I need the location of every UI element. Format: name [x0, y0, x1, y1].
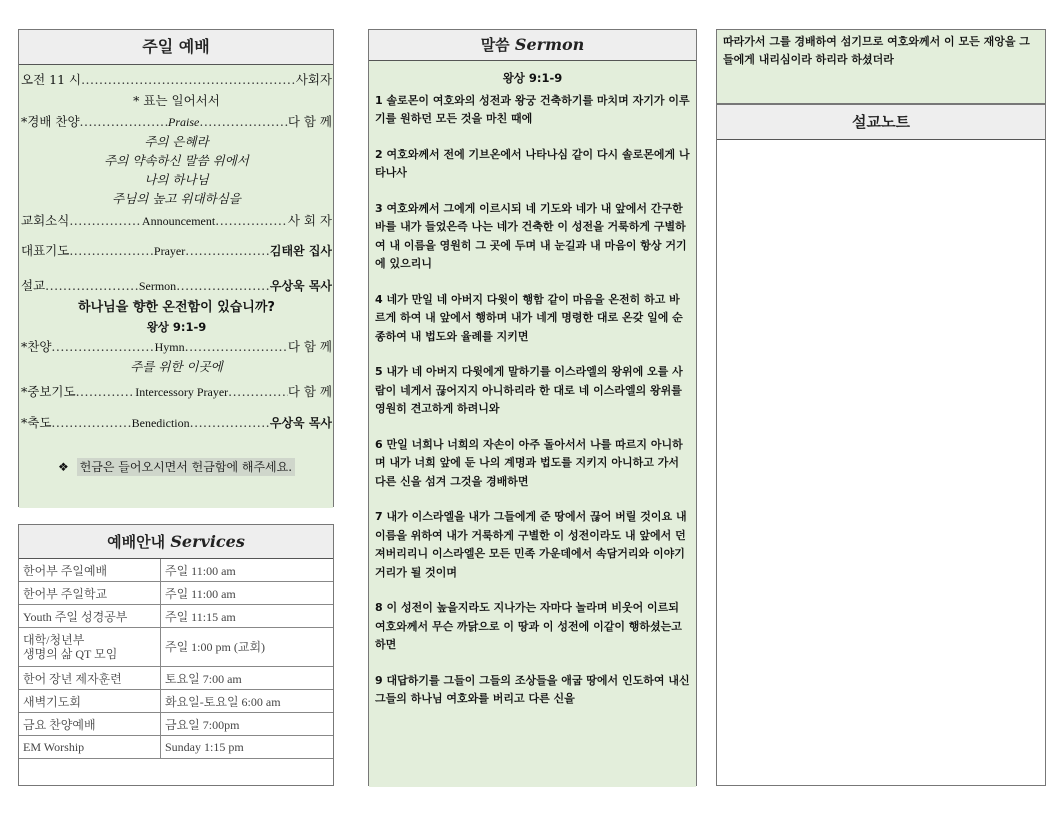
service-name: 한어부 주일학교 [19, 582, 161, 605]
scripture-continued: 따라가서 그를 경배하여 섬기므로 여호와께서 이 모든 재앙을 그들에게 내리심이라 하리라 하셨더라 [716, 29, 1046, 104]
scripture-reference: 왕상 9:1-9 [502, 71, 563, 85]
hymn-line [21, 336, 332, 357]
stand-note: * 표는 일어서서 [133, 93, 220, 108]
worship-order-body [19, 65, 333, 508]
service-row [19, 605, 333, 628]
services-panel [18, 524, 334, 786]
service-name: 대학/청년부 생명의 삶 QT 모임 [19, 628, 161, 667]
verse: 2 여호와께서 전에 기브온에서 나타나심 같이 다시 솔로몬에게 나타나사 [375, 147, 690, 179]
verse: 7 내가 이스라엘을 내가 그들에게 준 땅에서 끊어 버릴 것이요 내 이름을 위하여 내가 거룩하게 구별한 이 성전이라도 내 앞에서 던져버리리니 이스라엘은 모든 민족 가운데에서 속담거리와 이야기거리가 될 것이며 [375, 510, 687, 579]
prayer-leader: 김태완 집사 [269, 244, 332, 258]
services-title [19, 525, 333, 559]
sermon-title: 하나님을 향한 온전함이 있습니까? [78, 300, 275, 315]
service-row [19, 582, 333, 605]
verse: 3 여호와께서 그에게 이르시되 네 기도와 네가 내 앞에서 간구한 바를 내가 들었은즉 나는 네가 건축한 이 성전을 거룩하게 구별하여 내 이름을 영원히 그 곳에 두며 내 눈길과 내 마음이 항상 거기에 있으리니 [375, 201, 687, 270]
sermon-panel [368, 29, 697, 786]
offering-note [21, 458, 332, 475]
service-time-label: 오전 11 시 [21, 72, 82, 87]
verse: 9 대답하기를 그들이 그들의 조상들을 애굽 땅에서 인도하여 내신 그들의 하나님 여호와를 버리고 다른 신을 [375, 673, 690, 705]
benediction-mid: Benediction [131, 416, 190, 430]
worship-order-panel [18, 29, 334, 507]
sermon-header-ko: 말씀 [480, 36, 510, 54]
prayer-label: 대표기도 [21, 243, 70, 258]
hymn-song: 주를 위한 이곳에 [130, 359, 223, 374]
sermon-header-en: Sermon [514, 35, 585, 54]
verse: 4 네가 만일 네 아버지 다윗이 행함 같이 마음을 온전히 하고 바르게 하여 내 앞에서 행하며 내가 네게 명령한 대로 온갖 일에 순종하여 내 법도와 율례를 지키면 [375, 292, 683, 343]
service-name: 한어 장년 제자훈련 [19, 667, 161, 690]
announcement-label: 교회소식 [21, 213, 70, 228]
sermon-reference: 왕상 9:1-9 [146, 320, 207, 334]
verse: 6 만일 너희나 너희의 자손이 아주 돌아서서 나를 따르지 아니하며 내가 너희 앞에 둔 나의 계명과 법도를 지키지 아니하고 가서 다른 신을 섬겨 그것을 경배하면 [375, 437, 683, 488]
sermon-preacher: 우상욱 목사 [269, 279, 332, 293]
intercession-leader: 다 함 께 [287, 384, 332, 399]
praise-label: *경배 찬양 [21, 114, 80, 129]
verse: 5 내가 네 아버지 다윗에게 말하기를 이스라엘의 왕위에 오를 사람이 네게서 끊어지지 아니하리라 한 대로 네 이스라엘의 왕위를 영원히 견고하게 하려니와 [375, 365, 683, 415]
service-time: 토요일 7:00 am [161, 667, 334, 690]
praise-song-2: 주의 약속하신 말씀 위에서 [104, 153, 249, 168]
service-name: Youth 주일 성경공부 [19, 605, 161, 628]
service-time: 주일 11:00 am [161, 582, 334, 605]
sermon-header [369, 30, 696, 61]
sermon-mid: Sermon [138, 279, 177, 293]
verse: 1 솔로몬이 여호와의 성전과 왕궁 건축하기를 마치며 자기가 이루기를 원하던 모든 것을 마친 때에 [375, 93, 690, 125]
praise-leader: 다 함 께 [287, 114, 332, 129]
praise-line [21, 111, 332, 132]
hymn-mid: Hymn [154, 340, 185, 354]
benediction-line [21, 408, 332, 438]
service-time: 주일 11:00 am [161, 559, 334, 582]
service-row [19, 736, 333, 759]
praise-song-1: 주의 은혜라 [144, 134, 209, 149]
service-row [19, 713, 333, 736]
praise-mid: Praise [168, 115, 200, 129]
service-name: 금요 찬양예배 [19, 713, 161, 736]
sermon-label: 설교 [21, 278, 46, 293]
prayer-line [21, 234, 332, 268]
verse-list [375, 92, 690, 709]
offering-note-text: 헌금은 들어오시면서 헌금함에 해주세요. [77, 458, 295, 476]
praise-song-4: 주님의 높고 위대하심을 [112, 191, 241, 206]
intercession-line [21, 376, 332, 408]
service-row [19, 690, 333, 713]
service-name: 새벽기도회 [19, 690, 161, 713]
sermon-notes-panel [716, 104, 1046, 786]
service-row [19, 559, 333, 582]
sermon-line [21, 268, 332, 298]
service-time: 금요일 7:00pm [161, 713, 334, 736]
worship-title: 주일 예배 [19, 30, 333, 65]
hymn-leader: 다 함 께 [287, 339, 332, 354]
service-time: 주일 1:00 pm (교회) [161, 628, 334, 667]
service-time-right: 사회자 [295, 72, 332, 87]
intercession-mid: Intercessory Prayer [135, 385, 229, 399]
service-time: 화요일-토요일 6:00 am [161, 690, 334, 713]
service-time: 주일 11:15 am [161, 605, 334, 628]
praise-song-3: 나의 하나님 [144, 172, 209, 187]
scripture-body [369, 61, 696, 787]
service-name: EM Worship [19, 736, 161, 759]
services-title-ko: 예배안내 [107, 533, 166, 551]
intercession-label: *중보기도 [21, 384, 76, 399]
benediction-pastor: 우상욱 목사 [269, 416, 332, 430]
hymn-label: *찬양 [21, 339, 52, 354]
benediction-label: *축도 [21, 415, 52, 430]
service-time-line [21, 69, 332, 90]
announcement-leader: 사 회 자 [287, 213, 332, 228]
prayer-mid: Prayer [153, 244, 186, 258]
verse: 8 이 성전이 높을지라도 지나가는 자마다 놀라며 비웃어 이르되 여호와께서 무슨 까닭으로 이 땅과 이 성전에 이같이 행하셨는고 하면 [375, 601, 682, 651]
announcement-line [21, 208, 332, 234]
diamond-bullet-icon: ❖ [57, 460, 69, 474]
services-title-en: Services [170, 532, 245, 551]
service-row [19, 628, 333, 667]
service-time: Sunday 1:15 pm [161, 736, 334, 759]
sermon-notes-title: 설교노트 [717, 105, 1045, 140]
announcement-mid: Announcement [141, 214, 216, 228]
service-row [19, 667, 333, 690]
service-name: 한어부 주일예배 [19, 559, 161, 582]
services-table [19, 559, 333, 759]
